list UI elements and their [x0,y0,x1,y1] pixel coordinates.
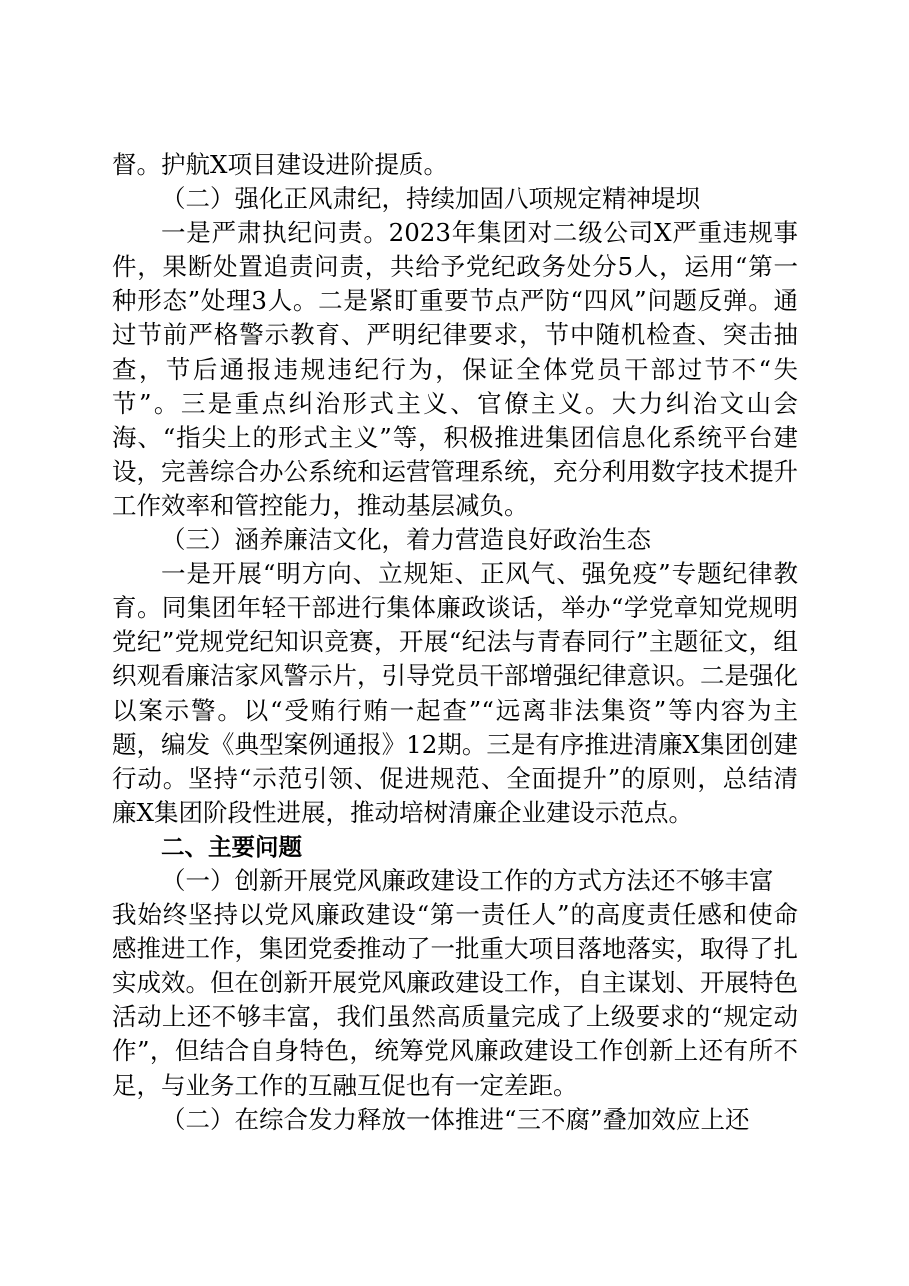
subsection-heading: （三）涵养廉洁文化，着力营造良好政治生态 [161,525,651,555]
paragraph-continued: 督。护航X项目建设进阶提质。 [112,150,448,179]
section-heading: 二、主要问题 [161,832,302,861]
subsection-heading: （二）在综合发力释放一体推进“三不腐”叠加效应上还 [161,1104,750,1134]
subsection-heading: （二）强化正风肃纪，持续加固八项规定精神堤坝 [161,184,700,214]
document-body [112,148,798,1137]
body-paragraph: 我始终坚持以党风廉政建设“第一责任人”的高度责任感和使命感推进工作，集团党委推动了一批重大项目落地落实，取得了扎实成效。但在创新开展党风廉政建设工作，自主谋划、开展特色活动上还不够丰富，我们虽然高质量完成了上级要求的“规定动作”，但结合自身特色，统筹党风廉政建设工作创新上还有所不足，与业务工作的互融互促也有一定差距。 [112,900,798,1100]
subsection-heading: （一）创新开展党风廉政建设工作的方式方法还不够丰富 [161,865,774,895]
body-paragraph: 一是严肃执纪问责。2023年集团对二级公司X严重违规事件，果断处置追责问责，共给予党纪政务处分5人，运用“第一种形态”处理3人。二是紧盯重要节点严防“四风”问题反弹。通过节前严格警示教育、严明纪律要求，节中随机检查、突击抽查，节后通报违规违纪行为，保证全体党员干部过节不“失节”。三是重点纠治形式主义、官僚主义。大力纠治文山会海、“指尖上的形式主义”等，积极推进集团信息化系统平台建设，完善综合办公系统和运营管理系统，充分利用数字技术提升工作效率和管控能力，推动基层减负。 [112,218,798,520]
body-paragraph: 一是开展“明方向、立规矩、正风气、强免疫”专题纪律教育。同集团年轻干部进行集体廉政谈话，举办“学党章知党规明党纪”党规党纪知识竞赛，开展“纪法与青春同行”主题征文，组织观看廉洁家风警示片，引导党员干部增强纪律意识。二是强化以案示警。以“受贿行贿一起查”“远离非法集资”等内容为主题，编发《典型案例通报》12期。三是有序推进清廉X集团创建行动。坚持“示范引领、促进规范、全面提升”的原则，总结清廉X集团阶段性进展，推动培树清廉企业建设示范点。 [112,559,798,827]
